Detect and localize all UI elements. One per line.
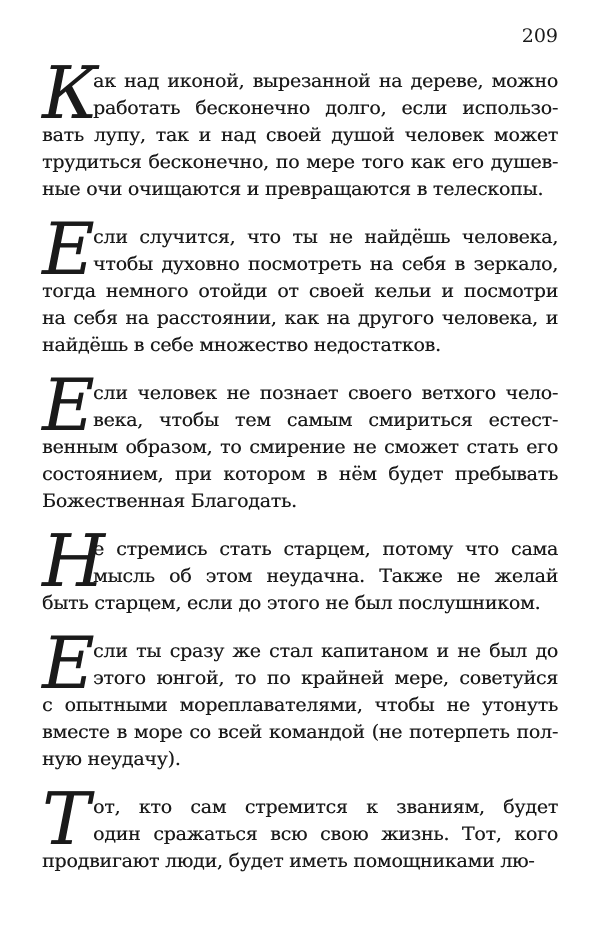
text-line: трудиться бесконечно, по мере того как его душев-	[42, 151, 558, 173]
text-line: сли случится, что ты не найдёшь человека,	[93, 226, 558, 248]
drop-cap: Е	[42, 363, 95, 447]
text-line: ные очи очищаются и превращаются в телескопы.	[42, 178, 544, 200]
page-number: 209	[521, 25, 558, 47]
paragraph	[42, 51, 558, 203]
text-line: ак над иконой, вырезанной на дереве, можно	[93, 70, 558, 92]
text-line: этого юнгой, то по крайней мере, советуйся	[93, 667, 558, 689]
drop-cap: Н	[42, 519, 105, 603]
drop-cap: Т	[42, 777, 91, 861]
text-line: мысль об этом неудачна. Также не желай	[93, 565, 558, 587]
paragraph	[42, 207, 558, 359]
text-line: е стремись стать старцем, потому что сама	[93, 538, 558, 560]
drop-cap: Е	[42, 621, 95, 705]
text-line: вать лупу, так и над своей душой человек может	[42, 124, 558, 146]
text-line: вместе в море со всей командой (не потерпеть пол-	[42, 721, 558, 743]
text-line: от, кто сам стремится к званиям, будет	[93, 796, 558, 818]
text-line: венным образом, то смирение не сможет стать его	[42, 436, 558, 458]
paragraph	[42, 363, 558, 515]
page-header	[42, 25, 558, 47]
paragraph	[42, 777, 558, 875]
text-line: состоянием, при котором в нём будет пребывать	[42, 463, 558, 485]
text-line: чтобы духовно посмотреть на себя в зеркало,	[93, 253, 558, 275]
drop-cap: К	[42, 51, 98, 135]
text-line: быть старцем, если до этого не был послушником.	[42, 592, 541, 614]
text-line: один сражаться всю свою жизнь. Тот, кого	[93, 823, 558, 845]
text-line: Божественная Благодать.	[42, 490, 297, 512]
text-line: с опытными мореплавателями, чтобы не утонуть	[42, 694, 558, 716]
drop-cap: Е	[42, 207, 95, 291]
text-line: тогда немного отойди от своей кельи и посмотри	[42, 280, 558, 302]
text-line: работать бесконечно долго, если использо-	[93, 97, 558, 119]
paragraph	[42, 519, 558, 617]
text-line: найдёшь в себе множество недостатков.	[42, 334, 441, 356]
text-line: сли ты сразу же стал капитаном и не был до	[93, 640, 558, 662]
text-line: ную неудачу).	[42, 748, 181, 770]
paragraph	[42, 621, 558, 773]
text-line: века, чтобы тем самым смириться естест-	[93, 409, 558, 431]
text-line: сли человек не познает своего ветхого чело-	[93, 382, 558, 404]
text-line: на себя на расстоянии, как на другого человека, и	[42, 307, 558, 329]
text-line: продвигают люди, будет иметь помощниками лю-	[42, 850, 535, 872]
